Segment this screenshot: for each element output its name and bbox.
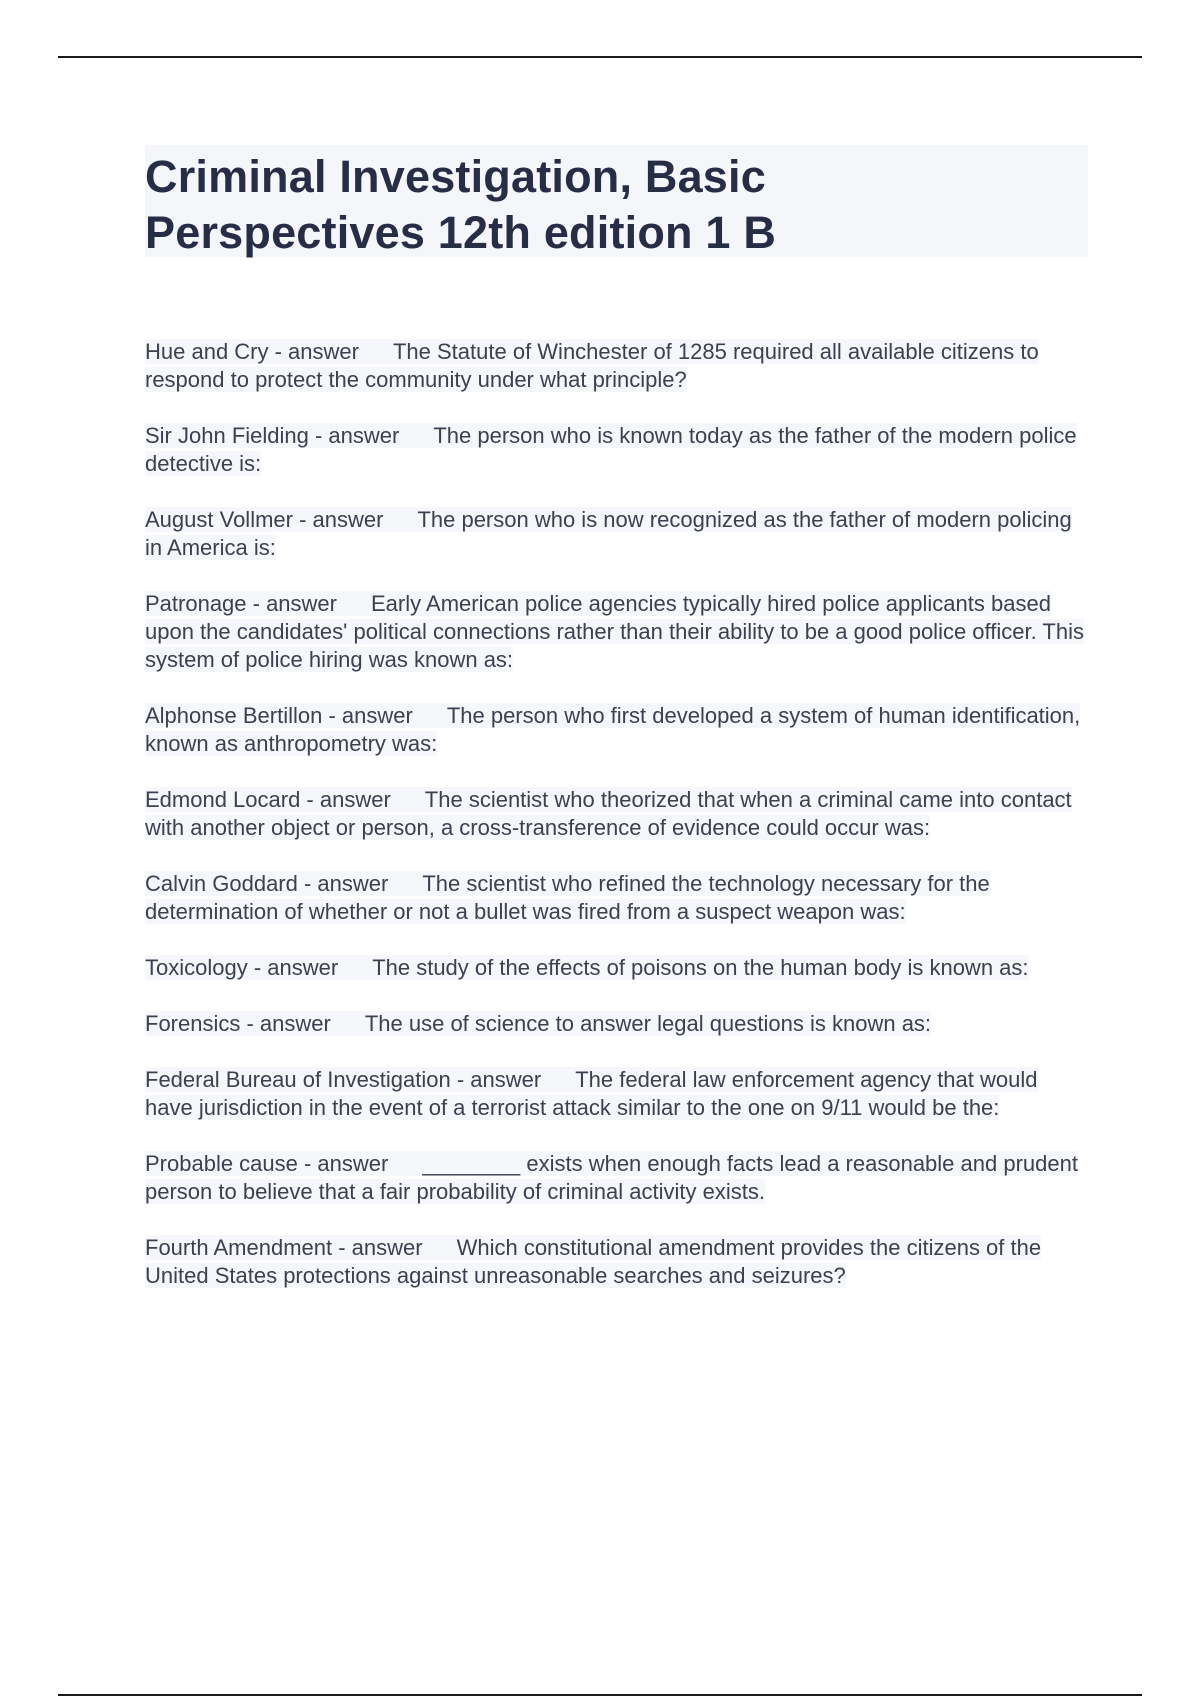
qa-question: The Statute of Winchester of 1285 required all available citizens to respond to protect the community under what principle? xyxy=(145,339,1039,392)
qa-item xyxy=(145,786,1090,842)
qa-question: Early American police agencies typically hired police applicants based upon the candidates' political connections rather than their ability to be a good police officer. This system of police hiring was known as: xyxy=(145,591,1084,672)
qa-answer: Sir John Fielding - answer xyxy=(145,423,400,448)
qa-answer: Probable cause - answer xyxy=(145,1151,389,1176)
qa-question: The scientist who theorized that when a criminal came into contact with another object or person, a cross-transference of evidence could occur was: xyxy=(145,787,1072,840)
qa-item xyxy=(145,1150,1090,1206)
top-divider xyxy=(58,56,1142,58)
qa-list xyxy=(145,338,1090,1318)
qa-question: ________ exists when enough facts lead a reasonable and prudent person to believe that a fair probability of criminal activity exists. xyxy=(145,1151,1078,1204)
qa-answer: Fourth Amendment - answer xyxy=(145,1235,423,1260)
qa-answer: Federal Bureau of Investigation - answer xyxy=(145,1067,542,1092)
qa-item xyxy=(145,870,1090,926)
qa-item xyxy=(145,1010,1090,1038)
qa-question: The use of science to answer legal questions is known as: xyxy=(364,1011,932,1036)
qa-item xyxy=(145,702,1090,758)
qa-answer: Patronage - answer xyxy=(145,591,337,616)
qa-answer: Alphonse Bertillon - answer xyxy=(145,703,413,728)
page-title xyxy=(145,149,1088,261)
qa-item xyxy=(145,506,1090,562)
qa-question: The study of the effects of poisons on the human body is known as: xyxy=(372,955,1029,980)
page-title-line-2: Perspectives 12th edition 1 B xyxy=(145,207,777,258)
qa-question: The person who first developed a system of human identification, known as anthropometry was: xyxy=(145,703,1081,756)
qa-item xyxy=(145,338,1090,394)
qa-question: The person who is now recognized as the father of modern policing in America is: xyxy=(145,507,1072,560)
qa-answer: Calvin Goddard - answer xyxy=(145,871,389,896)
qa-answer: Hue and Cry - answer xyxy=(145,339,359,364)
qa-item xyxy=(145,954,1090,982)
qa-answer: Forensics - answer xyxy=(145,1011,331,1036)
title-block xyxy=(145,145,1088,257)
qa-answer: Edmond Locard - answer xyxy=(145,787,391,812)
qa-question: The person who is known today as the father of the modern police detective is: xyxy=(145,423,1077,476)
qa-item xyxy=(145,1234,1090,1290)
qa-answer: August Vollmer - answer xyxy=(145,507,384,532)
qa-item xyxy=(145,590,1090,674)
bottom-divider xyxy=(58,1694,1142,1696)
page-title-line-1: Criminal Investigation, Basic xyxy=(145,151,766,202)
qa-question: The federal law enforcement agency that would have jurisdiction in the event of a terrorist attack similar to the one on 9/11 would be the: xyxy=(145,1067,1038,1120)
qa-question: Which constitutional amendment provides the citizens of the United States protections against unreasonable searches and seizures? xyxy=(145,1235,1042,1288)
qa-question: The scientist who refined the technology necessary for the determination of whether or not a bullet was fired from a suspect weapon was: xyxy=(145,871,990,924)
qa-item xyxy=(145,422,1090,478)
qa-answer: Toxicology - answer xyxy=(145,955,339,980)
qa-item xyxy=(145,1066,1090,1122)
